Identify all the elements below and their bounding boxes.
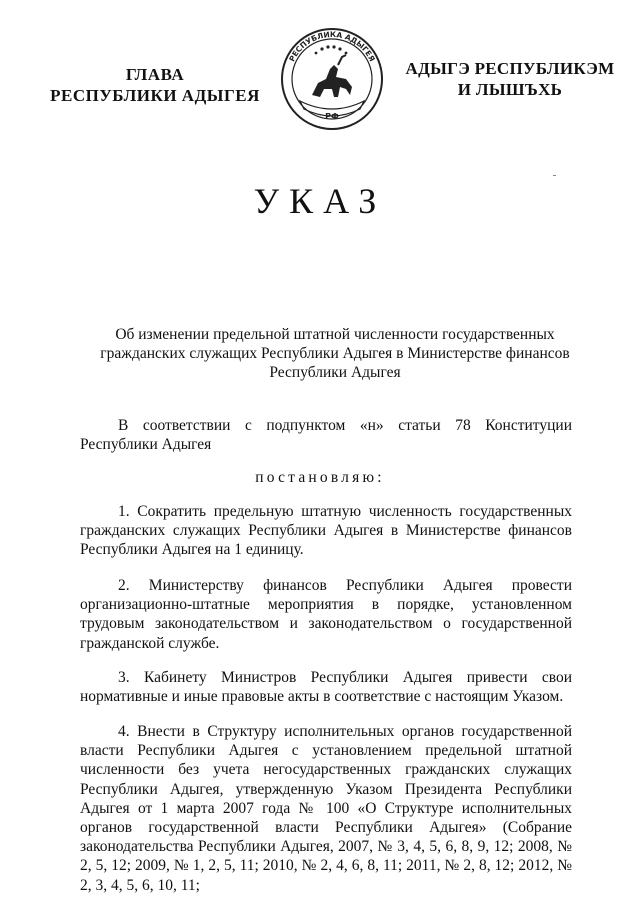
- item-2: [80, 576, 572, 653]
- svg-text:РЕСПУБЛИКА АДЫГЕЯ: [287, 30, 377, 63]
- item-3-text: 3. Кабинету Министров Республики Адыгея привести свои нормативные и иные правовые акты в соответствие с настоящим Указом.: [80, 669, 572, 706]
- subject-line2: гражданских служащих Республики Адыгея в Министерстве финансов: [100, 345, 570, 362]
- item-2-text: 2. Министерству финансов Республики Адыгея провести организационно-штатные мероприятия в порядке, установленном трудовым законодательством и законодательством о государственной гражданской службе.: [80, 577, 572, 652]
- item-4: [80, 722, 572, 895]
- header-left: [20, 64, 290, 106]
- document-title: УКАЗ: [253, 181, 387, 221]
- subject-line1: Об изменении предельной штатной численности государственных: [115, 326, 555, 343]
- item-4-text: 4. Внести в Структуру исполнительных органов государственной власти Республики Адыгея с установлением предельной штатной численности без учета негосударственных гражданских служащих Республики Адыгея, утвержденную Указом Президента Республики Адыгея от 1 марта 2007 года № 100 «О Структуре исполнительных органов государственной власти Республики Адыгея» (Собрание законодательства Республики Адыгея, 2007, № 3, 4, 5, 6, 8, 9, 12; 2008, № 2, 5, 12; 2009, № 1, 2, 5, 11; 2010, № 2, 4, 6, 8, 11; 2011, № 2, 8, 12; 2012, № 2, 3, 4, 5, 6, 10, 11;: [80, 723, 572, 894]
- scan-mark: [553, 175, 556, 176]
- header-right: [390, 58, 630, 100]
- preamble-text: В соответствии с подпунктом «н» статьи 78 Конституции Республики Адыгея: [80, 417, 572, 454]
- decree-subject: [95, 325, 575, 382]
- subject-line3: Республики Адыгея: [269, 364, 401, 381]
- header-right-line2: И ЛЫШЪХЬ: [457, 80, 563, 99]
- emblem-bottom-text: РФ: [325, 112, 339, 121]
- header-left-line2: РЕСПУБЛИКИ АДЫГЕЯ: [50, 86, 260, 105]
- header-right-line1: АДЫГЭ РЕСПУБЛИКЭМ: [405, 59, 615, 78]
- decree-word: постановляю:: [255, 469, 385, 486]
- preamble-paragraph: [80, 416, 572, 454]
- item-1-text: 1. Сократить предельную штатную численность государственных гражданских служащих Республики Адыгея в Министерстве финансов Республики Адыгея на 1 единицу.: [80, 503, 572, 559]
- header-left-line1: ГЛАВА: [125, 65, 185, 84]
- emblem-ring-text: РЕСПУБЛИКА АДЫГЕЯ: [287, 29, 377, 64]
- item-1: [80, 502, 572, 560]
- coat-of-arms-emblem: [276, 27, 388, 131]
- item-3: [80, 668, 572, 706]
